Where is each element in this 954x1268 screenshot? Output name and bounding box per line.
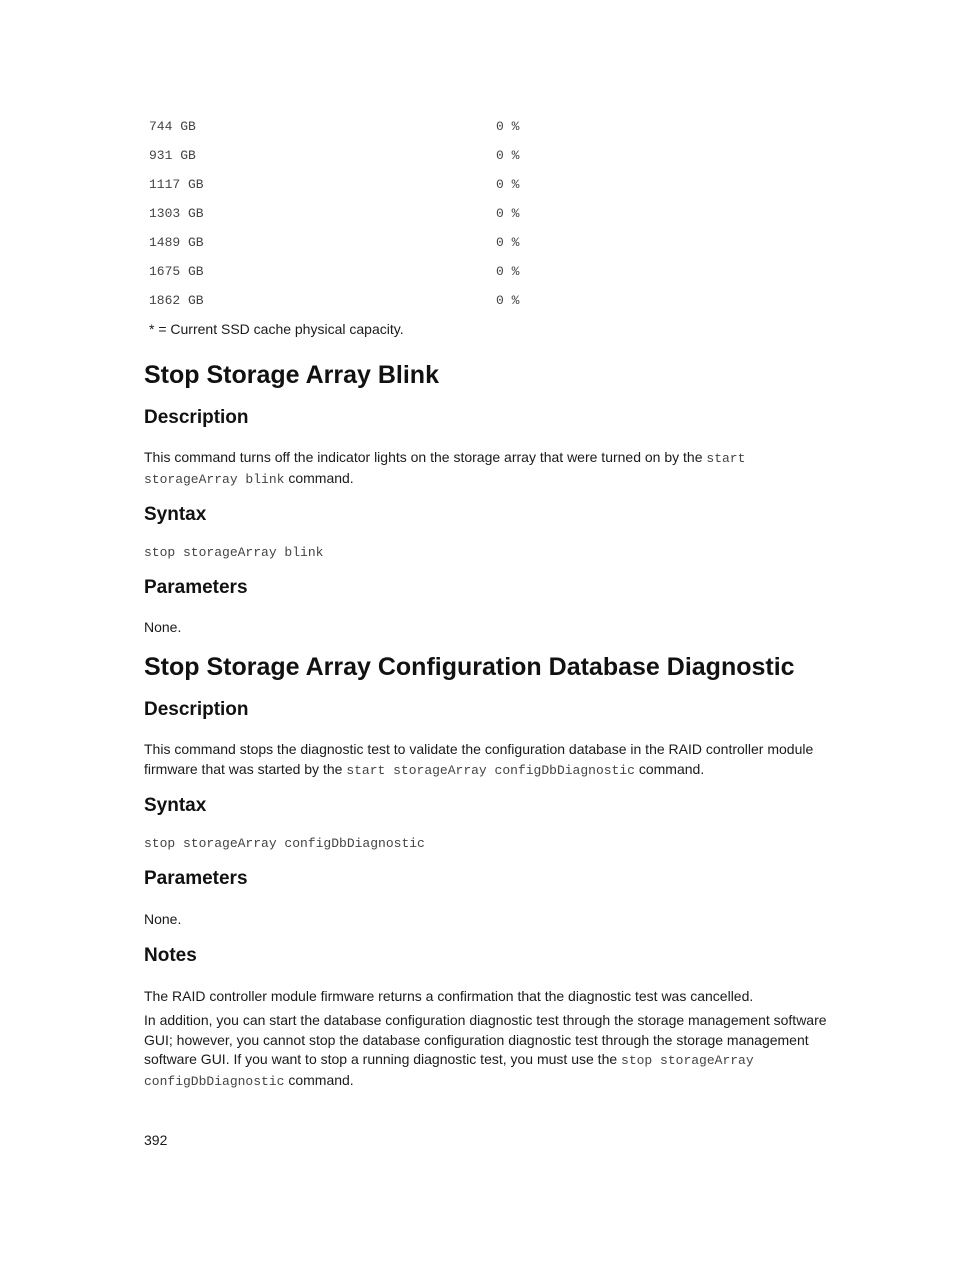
description-text-pre: This command turns off the indicator lights on the storage array that were turned on by the <box>144 449 707 465</box>
parameters-text: None. <box>144 619 182 635</box>
capacity-size: 931 GB <box>149 148 196 163</box>
capacity-percent: 0 % <box>496 148 520 163</box>
section-title-stop-config-db-diagnostic: Stop Storage Array Configuration Database Diagnostic <box>144 653 795 681</box>
parameters-heading: Parameters <box>144 577 248 598</box>
capacity-size: 1303 GB <box>149 206 204 221</box>
capacity-size: 1489 GB <box>149 235 204 250</box>
notes-paragraph: The RAID controller module firmware returns a confirmation that the diagnostic test was cancelled. <box>144 988 754 1004</box>
notes-paragraph <box>144 1011 834 1091</box>
capacity-percent: 0 % <box>496 177 520 192</box>
syntax-heading: Syntax <box>144 504 207 525</box>
description-heading: Description <box>144 407 249 428</box>
inline-code: stop storageArray configDbDiagnostic <box>144 1053 754 1089</box>
inline-code: start storageArray blink <box>144 451 746 487</box>
capacity-size: 1862 GB <box>149 293 204 308</box>
syntax-code: stop storageArray blink <box>144 545 324 560</box>
notes-heading: Notes <box>144 945 197 966</box>
capacity-size: 744 GB <box>149 119 196 134</box>
page-number: 392 <box>144 1132 168 1148</box>
description-text-post: command. <box>284 469 354 486</box>
section-title-stop-blink: Stop Storage Array Blink <box>144 361 439 389</box>
parameters-heading: Parameters <box>144 868 248 889</box>
capacity-percent: 0 % <box>496 119 520 134</box>
capacity-percent: 0 % <box>496 264 520 279</box>
description-text-post: command. <box>634 760 705 777</box>
parameters-text: None. <box>144 911 182 927</box>
description-heading: Description <box>144 699 249 720</box>
description-text <box>144 740 834 780</box>
inline-code: start storageArray configDbDiagnostic <box>346 762 635 778</box>
description-text <box>144 448 834 489</box>
syntax-code: stop storageArray configDbDiagnostic <box>144 836 425 851</box>
capacity-footnote: * = Current SSD cache physical capacity. <box>149 321 404 337</box>
capacity-percent: 0 % <box>496 293 520 308</box>
capacity-size: 1117 GB <box>149 177 204 192</box>
syntax-heading: Syntax <box>144 795 207 816</box>
capacity-percent: 0 % <box>496 206 520 221</box>
capacity-size: 1675 GB <box>149 264 204 279</box>
notes-text-pre: In addition, you can start the database configuration diagnostic test through the storage management software GUI; however, you cannot stop the database configuration diagnostic test through the storage management software GUI. If you want to stop a running diagnostic test, you must use the <box>144 1012 827 1067</box>
notes-text-post: command. <box>284 1071 354 1088</box>
capacity-percent: 0 % <box>496 235 520 250</box>
description-text-pre: This command stops the diagnostic test to validate the configuration database in the RAID controller module firmware that was started by the <box>144 741 814 777</box>
